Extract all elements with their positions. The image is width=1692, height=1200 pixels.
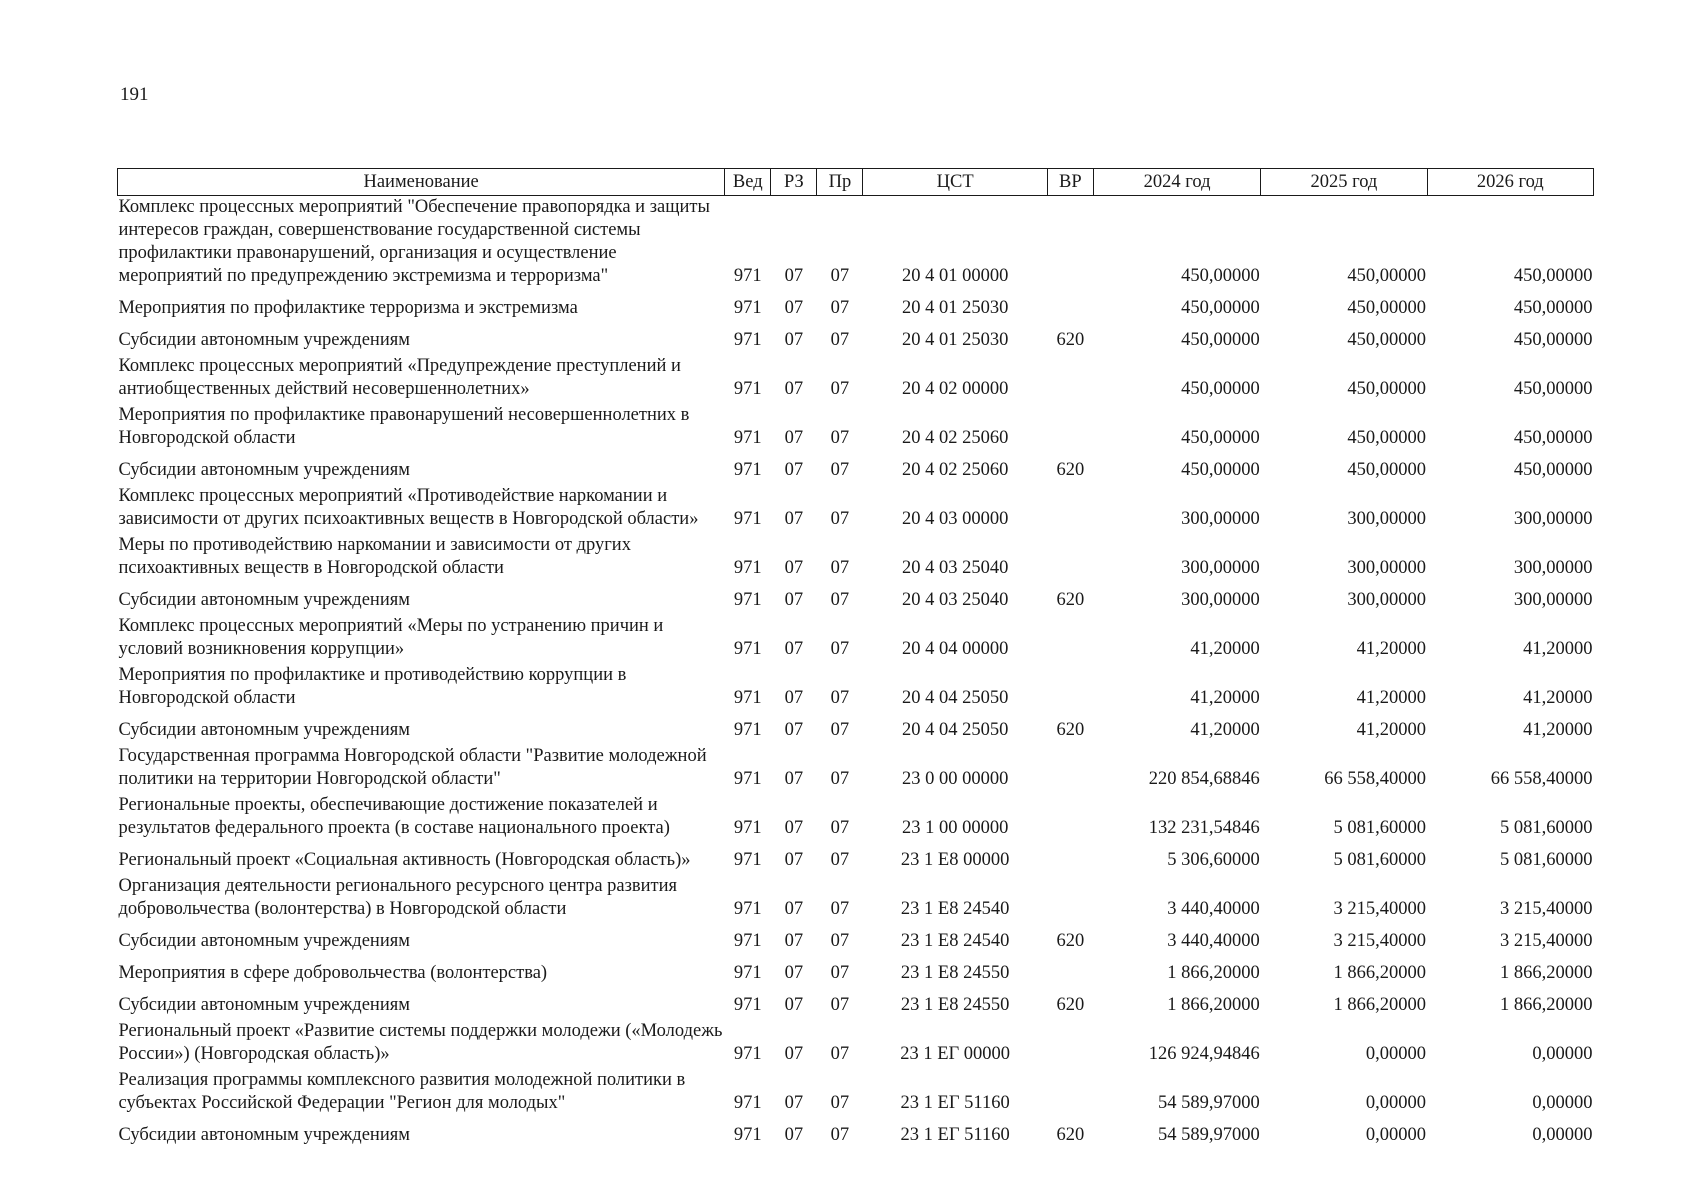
cell-2024: 126 924,94846: [1148, 1044, 1260, 1064]
cell-2026: 450,00000: [1513, 460, 1593, 480]
cell-name: Мероприятия по профилактике и противодействию коррупции в Новгородской области: [118, 665, 627, 708]
table-row: [118, 875, 1594, 924]
cell-2024: 450,00000: [1181, 298, 1260, 318]
cell-2024: 450,00000: [1181, 428, 1260, 448]
cell-2024: 450,00000: [1181, 379, 1260, 399]
cell-cst: 20 4 02 25060: [901, 428, 1009, 448]
cell-name: Субсидии автономным учреждениям: [118, 590, 410, 610]
header-vr: ВР: [1047, 169, 1093, 196]
cell-rz: 07: [784, 330, 804, 350]
cell-cst: 23 1 ЕГ 51160: [900, 1093, 1010, 1113]
cell-vr: 620: [1056, 460, 1085, 480]
cell-pr: 07: [830, 428, 850, 448]
cell-cst: 23 1 E8 24540: [900, 899, 1010, 919]
cell-2024: 220 854,68846: [1148, 769, 1260, 789]
cell-vr: [1047, 355, 1093, 404]
cell-vr: 620: [1056, 720, 1085, 740]
cell-name: Субсидии автономным учреждениям: [118, 460, 410, 480]
cell-pr: 07: [830, 558, 850, 578]
cell-2026: 450,00000: [1513, 428, 1593, 448]
cell-2025: 300,00000: [1347, 590, 1427, 610]
cell-2026: 300,00000: [1513, 558, 1593, 578]
table-row: [118, 1118, 1594, 1150]
cell-2024: 1 866,20000: [1167, 963, 1260, 983]
cell-rz: 07: [784, 769, 804, 789]
cell-pr: 07: [830, 1093, 850, 1113]
cell-2025: 0,00000: [1365, 1044, 1427, 1064]
cell-ved: 971: [733, 1125, 762, 1145]
cell-2026: 66 558,40000: [1490, 769, 1593, 789]
cell-name: Комплекс процессных мероприятий «Предупреждение преступлений и антиобщественных действий несовершеннолетних»: [118, 356, 681, 399]
cell-ved: 971: [733, 639, 762, 659]
cell-rz: 07: [784, 1093, 804, 1113]
cell-name: Субсидии автономным учреждениям: [118, 1125, 410, 1145]
cell-pr: 07: [830, 266, 850, 286]
table-row: [118, 713, 1594, 745]
cell-vr: [1047, 875, 1093, 924]
cell-2025: 450,00000: [1347, 330, 1427, 350]
cell-name: Комплекс процессных мероприятий "Обеспечение правопорядка и защиты интересов граждан, совершенствование государственной системы профилактики правонарушений, организация и осуществление мероприятий по предупреждению экстремизма и терроризма": [118, 197, 710, 286]
cell-vr: 620: [1056, 1125, 1085, 1145]
table-row: [118, 615, 1594, 664]
table-body: [118, 196, 1594, 1151]
cell-2026: 5 081,60000: [1500, 850, 1593, 870]
cell-name: Субсидии автономным учреждениям: [118, 330, 410, 350]
cell-ved: 971: [733, 590, 762, 610]
cell-2024: 41,20000: [1190, 688, 1260, 708]
cell-rz: 07: [784, 850, 804, 870]
cell-2026: 450,00000: [1513, 379, 1593, 399]
table-row: [118, 664, 1594, 713]
cell-ved: 971: [733, 509, 762, 529]
table-row: [118, 323, 1594, 355]
cell-2026: 0,00000: [1532, 1044, 1593, 1064]
cell-pr: 07: [830, 509, 850, 529]
cell-2026: 0,00000: [1532, 1125, 1593, 1145]
cell-rz: 07: [784, 639, 804, 659]
cell-vr: [1047, 534, 1093, 583]
cell-cst: 20 4 02 00000: [901, 379, 1009, 399]
table-row: [118, 485, 1594, 534]
cell-name: Региональный проект «Социальная активность (Новгородская область)»: [118, 850, 691, 870]
cell-cst: 23 1 E8 00000: [900, 850, 1010, 870]
cell-pr: 07: [830, 590, 850, 610]
cell-rz: 07: [784, 720, 804, 740]
cell-2025: 450,00000: [1347, 266, 1427, 286]
cell-name: Мероприятия по профилактике терроризма и экстремизма: [118, 298, 578, 318]
cell-2026: 450,00000: [1513, 266, 1593, 286]
cell-pr: 07: [830, 769, 850, 789]
cell-ved: 971: [733, 931, 762, 951]
cell-pr: 07: [830, 460, 850, 480]
header-2024: 2024 год: [1093, 169, 1260, 196]
cell-name: Меры по противодействию наркомании и зависимости от других психоактивных веществ в Новгородской области: [118, 535, 631, 578]
cell-2024: 3 440,40000: [1167, 899, 1260, 919]
cell-ved: 971: [733, 899, 762, 919]
table-header-row: [118, 169, 1594, 196]
cell-ved: 971: [733, 558, 762, 578]
cell-cst: 23 1 E8 24550: [900, 995, 1010, 1015]
cell-ved: 971: [733, 818, 762, 838]
cell-cst: 23 1 E8 24540: [900, 931, 1010, 951]
table-row: [118, 745, 1594, 794]
table-row: [118, 404, 1594, 453]
cell-2026: 1 866,20000: [1500, 995, 1593, 1015]
cell-pr: 07: [830, 818, 850, 838]
cell-cst: 20 4 04 25050: [901, 688, 1009, 708]
cell-name: Субсидии автономным учреждениям: [118, 995, 410, 1015]
cell-2024: 41,20000: [1190, 720, 1260, 740]
cell-2026: 41,20000: [1523, 688, 1593, 708]
cell-cst: 20 4 01 00000: [901, 266, 1009, 286]
cell-cst: 20 4 03 25040: [901, 590, 1009, 610]
cell-2026: 3 215,40000: [1500, 931, 1593, 951]
cell-2024: 300,00000: [1181, 509, 1260, 529]
cell-vr: 620: [1056, 590, 1085, 610]
cell-2026: 41,20000: [1523, 720, 1593, 740]
cell-pr: 07: [830, 720, 850, 740]
cell-vr: 620: [1056, 995, 1085, 1015]
cell-2024: 5 306,60000: [1167, 850, 1260, 870]
cell-ved: 971: [733, 688, 762, 708]
cell-ved: 971: [733, 1044, 762, 1064]
cell-cst: 23 1 00 00000: [901, 818, 1009, 838]
table-row: [118, 988, 1594, 1020]
cell-name: Мероприятия в сфере добровольчества (волонтерства): [118, 963, 548, 983]
cell-2025: 1 866,20000: [1333, 995, 1427, 1015]
cell-cst: 20 4 01 25030: [901, 298, 1009, 318]
cell-2025: 0,00000: [1365, 1125, 1427, 1145]
cell-vr: [1047, 664, 1093, 713]
cell-pr: 07: [830, 931, 850, 951]
cell-pr: 07: [830, 963, 850, 983]
cell-vr: [1047, 745, 1093, 794]
table-row: [118, 196, 1594, 292]
cell-2026: 5 081,60000: [1500, 818, 1593, 838]
cell-rz: 07: [784, 558, 804, 578]
cell-2025: 3 215,40000: [1333, 899, 1427, 919]
cell-name: Государственная программа Новгородской области "Развитие молодежной политики на территории Новгородской области": [118, 746, 707, 789]
cell-ved: 971: [733, 720, 762, 740]
cell-ved: 971: [733, 850, 762, 870]
cell-cst: 20 4 03 00000: [901, 509, 1009, 529]
cell-rz: 07: [784, 818, 804, 838]
cell-2026: 300,00000: [1513, 509, 1593, 529]
header-cst: ЦСТ: [863, 169, 1047, 196]
cell-2025: 3 215,40000: [1333, 931, 1427, 951]
cell-vr: [1047, 485, 1093, 534]
table-row: [118, 453, 1594, 485]
cell-pr: 07: [830, 1125, 850, 1145]
cell-2024: 450,00000: [1181, 266, 1260, 286]
cell-name: Региональные проекты, обеспечивающие достижение показателей и результатов федерального проекта (в составе национального проекта): [118, 795, 670, 838]
cell-2025: 450,00000: [1347, 460, 1427, 480]
cell-pr: 07: [830, 639, 850, 659]
cell-ved: 971: [733, 330, 762, 350]
cell-2024: 54 589,97000: [1157, 1093, 1260, 1113]
cell-2026: 0,00000: [1532, 1093, 1593, 1113]
cell-2025: 66 558,40000: [1324, 769, 1427, 789]
cell-2024: 450,00000: [1181, 330, 1260, 350]
cell-rz: 07: [784, 509, 804, 529]
cell-2025: 1 866,20000: [1333, 963, 1427, 983]
cell-vr: [1047, 1069, 1093, 1118]
cell-2025: 5 081,60000: [1333, 818, 1427, 838]
cell-2026: 450,00000: [1513, 298, 1593, 318]
cell-name: Субсидии автономным учреждениям: [118, 720, 410, 740]
cell-vr: [1047, 291, 1093, 323]
cell-2025: 0,00000: [1365, 1093, 1427, 1113]
cell-rz: 07: [784, 995, 804, 1015]
cell-pr: 07: [830, 995, 850, 1015]
table-row: [118, 794, 1594, 843]
cell-2026: 41,20000: [1523, 639, 1593, 659]
cell-rz: 07: [784, 298, 804, 318]
header-2026: 2026 год: [1427, 169, 1593, 196]
cell-vr: 620: [1056, 931, 1085, 951]
cell-rz: 07: [784, 899, 804, 919]
cell-rz: 07: [784, 428, 804, 448]
cell-ved: 971: [733, 428, 762, 448]
cell-ved: 971: [733, 1093, 762, 1113]
cell-2025: 300,00000: [1347, 509, 1427, 529]
cell-2025: 41,20000: [1356, 639, 1427, 659]
cell-2024: 41,20000: [1190, 639, 1260, 659]
cell-rz: 07: [784, 688, 804, 708]
cell-rz: 07: [784, 379, 804, 399]
cell-rz: 07: [784, 266, 804, 286]
cell-pr: 07: [830, 330, 850, 350]
cell-2025: 450,00000: [1347, 298, 1427, 318]
cell-rz: 07: [784, 1125, 804, 1145]
cell-cst: 23 1 ЕГ 00000: [900, 1044, 1011, 1064]
header-ved: Вед: [725, 169, 771, 196]
cell-ved: 971: [733, 769, 762, 789]
cell-pr: 07: [830, 688, 850, 708]
cell-vr: [1047, 794, 1093, 843]
cell-cst: 23 0 00 00000: [901, 769, 1009, 789]
cell-2025: 300,00000: [1347, 558, 1427, 578]
table-row: [118, 956, 1594, 988]
cell-name: Реализация программы комплексного развития молодежной политики в субъектах Российской Федерации "Регион для молодых": [118, 1070, 686, 1113]
cell-pr: 07: [830, 298, 850, 318]
cell-cst: 23 1 E8 24550: [900, 963, 1010, 983]
table-row: [118, 291, 1594, 323]
cell-vr: [1047, 615, 1093, 664]
table-row: [118, 1069, 1594, 1118]
cell-2025: 41,20000: [1356, 720, 1427, 740]
cell-2026: 3 215,40000: [1500, 899, 1593, 919]
cell-2024: 132 231,54846: [1148, 818, 1260, 838]
cell-vr: [1047, 196, 1093, 292]
cell-name: Региональный проект «Развитие системы поддержки молодежи («Молодежь России») (Новгородская область)»: [118, 1021, 723, 1064]
cell-cst: 20 4 03 25040: [901, 558, 1009, 578]
cell-cst: 20 4 04 25050: [901, 720, 1009, 740]
cell-rz: 07: [784, 931, 804, 951]
cell-2026: 300,00000: [1513, 590, 1593, 610]
cell-cst: 20 4 02 25060: [901, 460, 1009, 480]
page-number: 191: [120, 84, 149, 105]
table-row: [118, 843, 1594, 875]
cell-2024: 3 440,40000: [1167, 931, 1260, 951]
table-row: [118, 534, 1594, 583]
cell-rz: 07: [784, 460, 804, 480]
cell-name: Субсидии автономным учреждениям: [118, 931, 410, 951]
cell-name: Мероприятия по профилактике правонарушений несовершеннолетних в Новгородской области: [118, 405, 690, 448]
cell-cst: 23 1 ЕГ 51160: [900, 1125, 1010, 1145]
cell-pr: 07: [830, 850, 850, 870]
header-rz: РЗ: [771, 169, 817, 196]
cell-vr: [1047, 956, 1093, 988]
table-row: [118, 924, 1594, 956]
table-row: [118, 355, 1594, 404]
cell-ved: 971: [733, 298, 762, 318]
cell-ved: 971: [733, 266, 762, 286]
cell-2024: 1 866,20000: [1167, 995, 1260, 1015]
cell-2024: 54 589,97000: [1157, 1125, 1260, 1145]
cell-rz: 07: [784, 1044, 804, 1064]
cell-2024: 450,00000: [1181, 460, 1260, 480]
cell-ved: 971: [733, 995, 762, 1015]
cell-2026: 450,00000: [1513, 330, 1593, 350]
cell-name: Организация деятельности регионального ресурсного центра развития добровольчества (волонтерства) в Новгородской области: [118, 876, 678, 919]
cell-ved: 971: [733, 460, 762, 480]
cell-vr: [1047, 843, 1093, 875]
cell-ved: 971: [733, 379, 762, 399]
cell-2025: 450,00000: [1347, 379, 1427, 399]
header-name: Наименование: [118, 169, 725, 196]
cell-name: Комплекс процессных мероприятий «Противодействие наркомании и зависимости от других психоактивных веществ в Новгородской области»: [118, 486, 699, 529]
budget-table: [117, 168, 1594, 1150]
header-2025: 2025 год: [1261, 169, 1427, 196]
cell-2025: 5 081,60000: [1333, 850, 1427, 870]
cell-ved: 971: [733, 963, 762, 983]
cell-2024: 300,00000: [1181, 558, 1260, 578]
cell-2026: 1 866,20000: [1500, 963, 1593, 983]
cell-cst: 20 4 04 00000: [901, 639, 1009, 659]
cell-vr: [1047, 1020, 1093, 1069]
cell-pr: 07: [830, 899, 850, 919]
table-row: [118, 583, 1594, 615]
cell-2025: 41,20000: [1356, 688, 1427, 708]
header-pr: Пр: [817, 169, 863, 196]
cell-rz: 07: [784, 590, 804, 610]
cell-pr: 07: [830, 379, 850, 399]
cell-vr: [1047, 404, 1093, 453]
cell-pr: 07: [830, 1044, 850, 1064]
cell-name: Комплекс процессных мероприятий «Меры по устранению причин и условий возникновения коррупции»: [118, 616, 664, 659]
cell-rz: 07: [784, 963, 804, 983]
table-row: [118, 1020, 1594, 1069]
cell-cst: 20 4 01 25030: [901, 330, 1009, 350]
cell-vr: 620: [1056, 330, 1085, 350]
cell-2025: 450,00000: [1347, 428, 1427, 448]
cell-2024: 300,00000: [1181, 590, 1260, 610]
